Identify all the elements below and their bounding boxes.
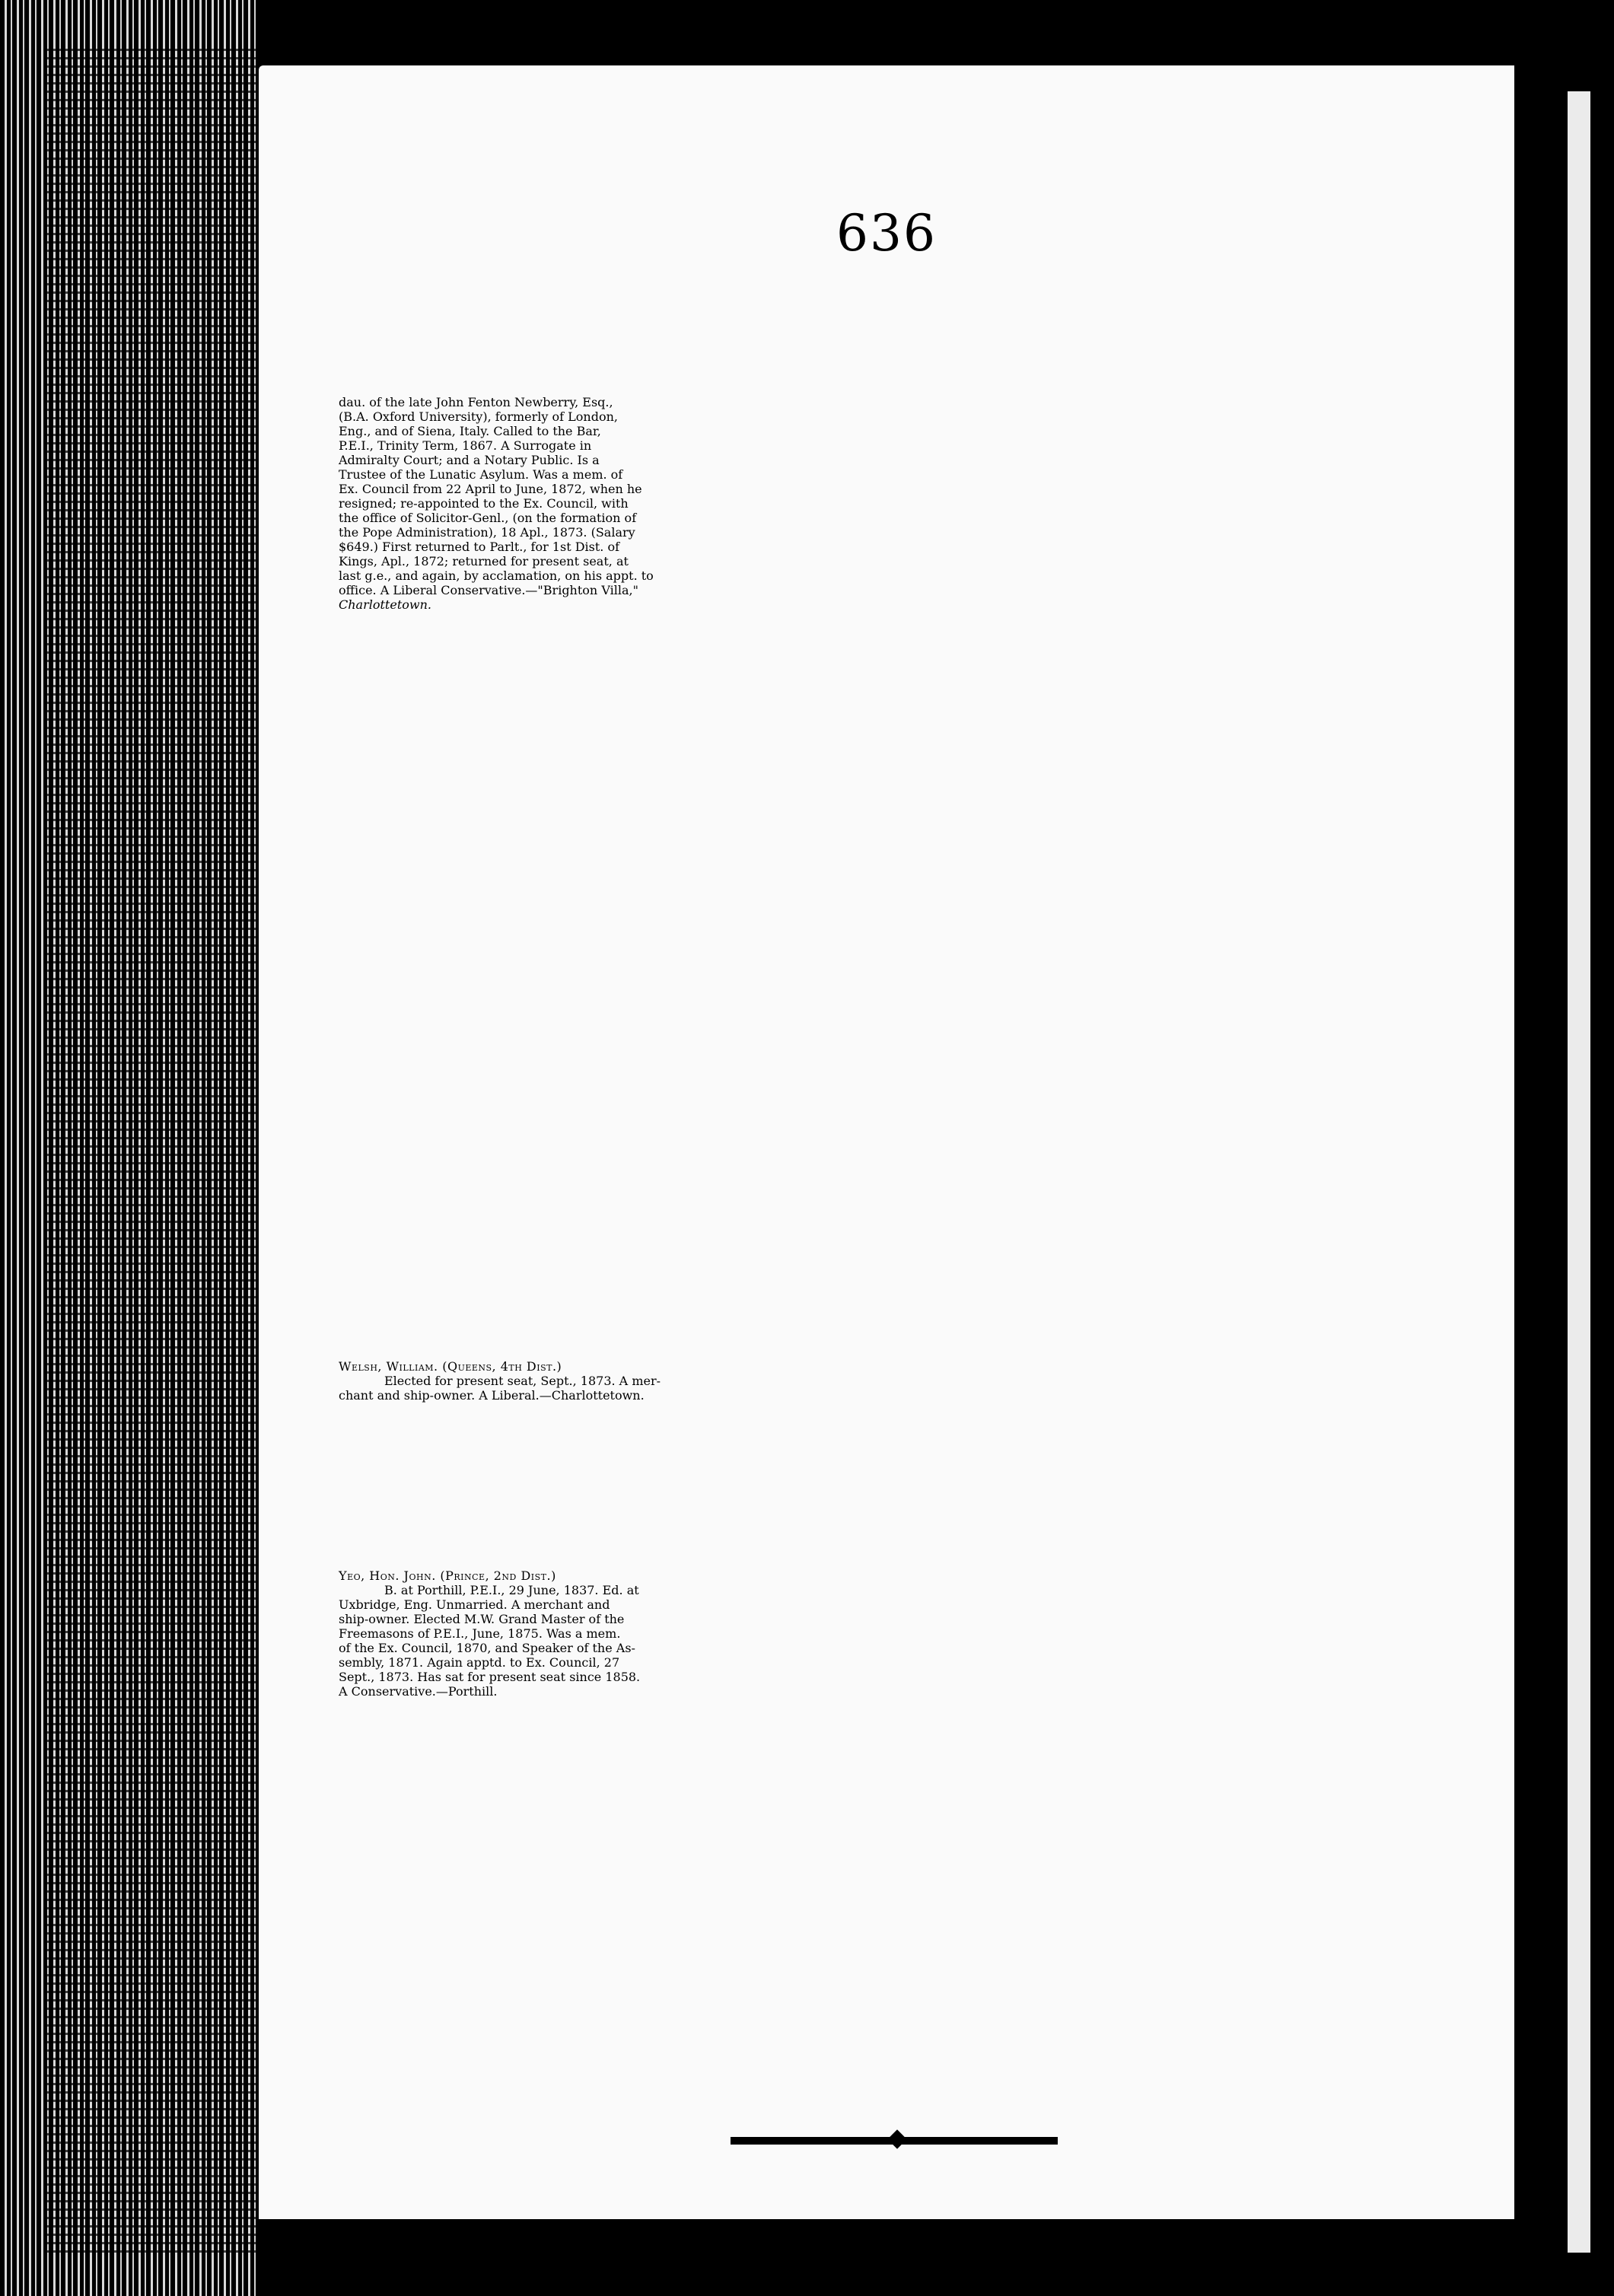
text-line: chant and ship-owner. A Liberal.—Charlottetown.: [339, 1388, 645, 1403]
text-line: sembly, 1871. Again apptd. to Ex. Council, 27: [339, 1655, 620, 1670]
text-line: the office of Solicitor-Genl., (on the formation of: [339, 511, 637, 525]
text-line: P.E.I., Trinity Term, 1867. A Surrogate in: [339, 438, 592, 453]
entry-heading: Yeo, Hon. John. (Prince, 2nd Dist.): [339, 1568, 556, 1583]
text-line: Trustee of the Lunatic Asylum. Was a mem. of: [339, 467, 623, 482]
text-line: Admiralty Court; and a Notary Public. Is a: [339, 453, 600, 467]
page-number: 636: [836, 204, 937, 263]
entry-yeo: [339, 1568, 1465, 1699]
text-line: A Conservative.—Porthill.: [339, 1684, 498, 1699]
scan-binding-edge: [0, 0, 259, 2296]
text-line: Uxbridge, Eng. Unmarried. A merchant and: [339, 1597, 610, 1612]
text-line: dau. of the late John Fenton Newberry, Esq.,: [339, 395, 613, 409]
text-line: Charlottetown.: [339, 597, 431, 612]
text-line: B. at Porthill, P.E.I., 29 June, 1837. Ed. at: [384, 1583, 639, 1597]
end-rule-ornament: [887, 2129, 906, 2148]
text-line: Eng., and of Siena, Italy. Called to the Bar,: [339, 424, 601, 438]
text-line: last g.e., and again, by acclamation, on his appt. to: [339, 568, 654, 583]
text-line: office. A Liberal Conservative.—"Brighton Villa,": [339, 583, 638, 597]
text-line: Ex. Council from 22 April to June, 1872, when he: [339, 482, 642, 496]
text-line: Freemasons of P.E.I., June, 1875. Was a mem.: [339, 1626, 621, 1641]
entry-heading: Welsh, William. (Queens, 4th Dist.): [339, 1359, 562, 1374]
text-line: Kings, Apl., 1872; returned for present seat, at: [339, 554, 629, 568]
text-line: of the Ex. Council, 1870, and Speaker of the As-: [339, 1641, 635, 1655]
book-page: [259, 65, 1514, 2219]
text-line: ship-owner. Elected M.W. Grand Master of the: [339, 1612, 625, 1626]
text-line: Sept., 1873. Has sat for present seat since 1858.: [339, 1670, 641, 1684]
text-line: Elected for present seat, Sept., 1873. A mer-: [384, 1374, 661, 1388]
text-line: (B.A. Oxford University), formerly of London,: [339, 409, 618, 424]
text-line: $649.) First returned to Parlt., for 1st Dist. of: [339, 540, 620, 554]
entry-welsh: [339, 1359, 1465, 1403]
text-line: resigned; re-appointed to the Ex. Council, with: [339, 496, 629, 511]
text-line: the Pope Administration), 18 Apl., 1873. (Salary: [339, 525, 635, 540]
paragraph-newberry: [339, 395, 1465, 612]
scan-right-edge: [1568, 91, 1590, 2253]
